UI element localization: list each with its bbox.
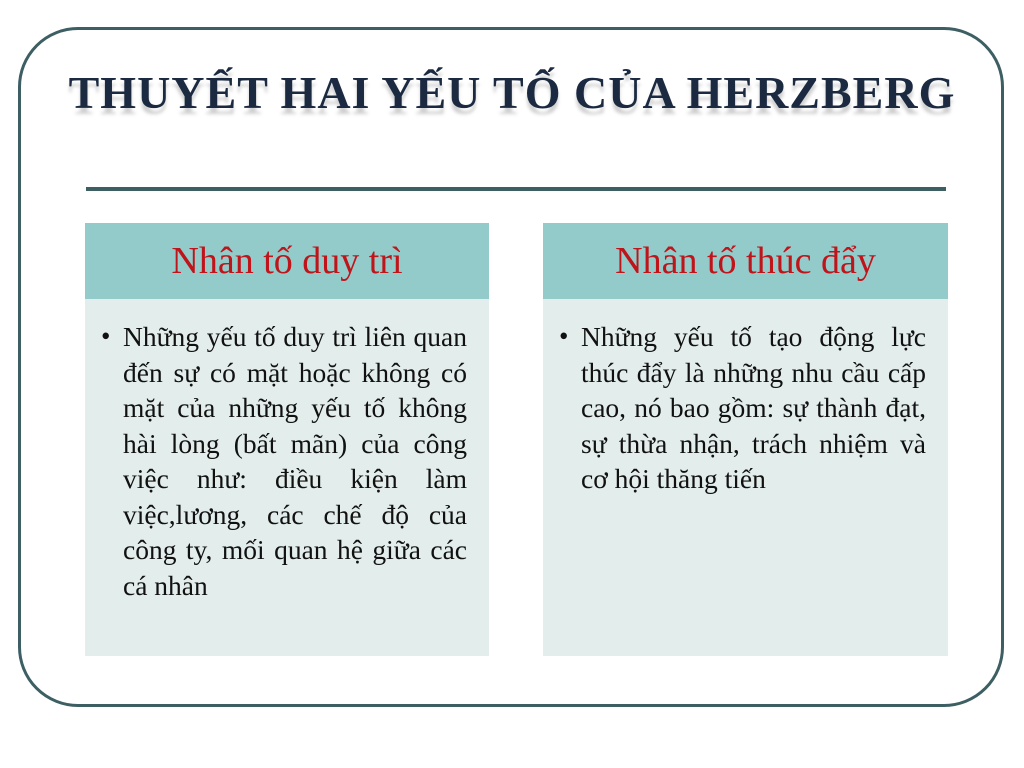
motivation-factors-card bbox=[543, 223, 948, 656]
title-divider bbox=[86, 187, 946, 191]
maintenance-factors-text: Những yếu tố duy trì liên quan đến sự có mặt hoặc không có mặt của những yếu tố không hài lòng (bất mãn) của công việc như: điều kiện làm việc,lương, các chế độ của công ty, mối quan hệ giữa các cá nhân bbox=[123, 321, 467, 601]
bullet-icon: • bbox=[559, 321, 569, 351]
maintenance-factors-heading: Nhân tố duy trì bbox=[85, 223, 489, 299]
bullet-icon: • bbox=[101, 321, 111, 351]
maintenance-factors-card bbox=[85, 223, 489, 656]
slide-title: THUYẾT HAI YẾU TỐ CỦA HERZBERG bbox=[68, 67, 956, 118]
motivation-factors-text: Những yếu tố tạo động lực thúc đẩy là những nhu cầu cấp cao, nó bao gồm: sự thành đạt, sự thừa nhận, trách nhiệm và cơ hội thăng tiến bbox=[581, 321, 926, 494]
motivation-factors-heading: Nhân tố thúc đẩy bbox=[543, 223, 948, 299]
motivation-factors-body bbox=[543, 299, 948, 497]
maintenance-factors-body bbox=[85, 299, 489, 603]
